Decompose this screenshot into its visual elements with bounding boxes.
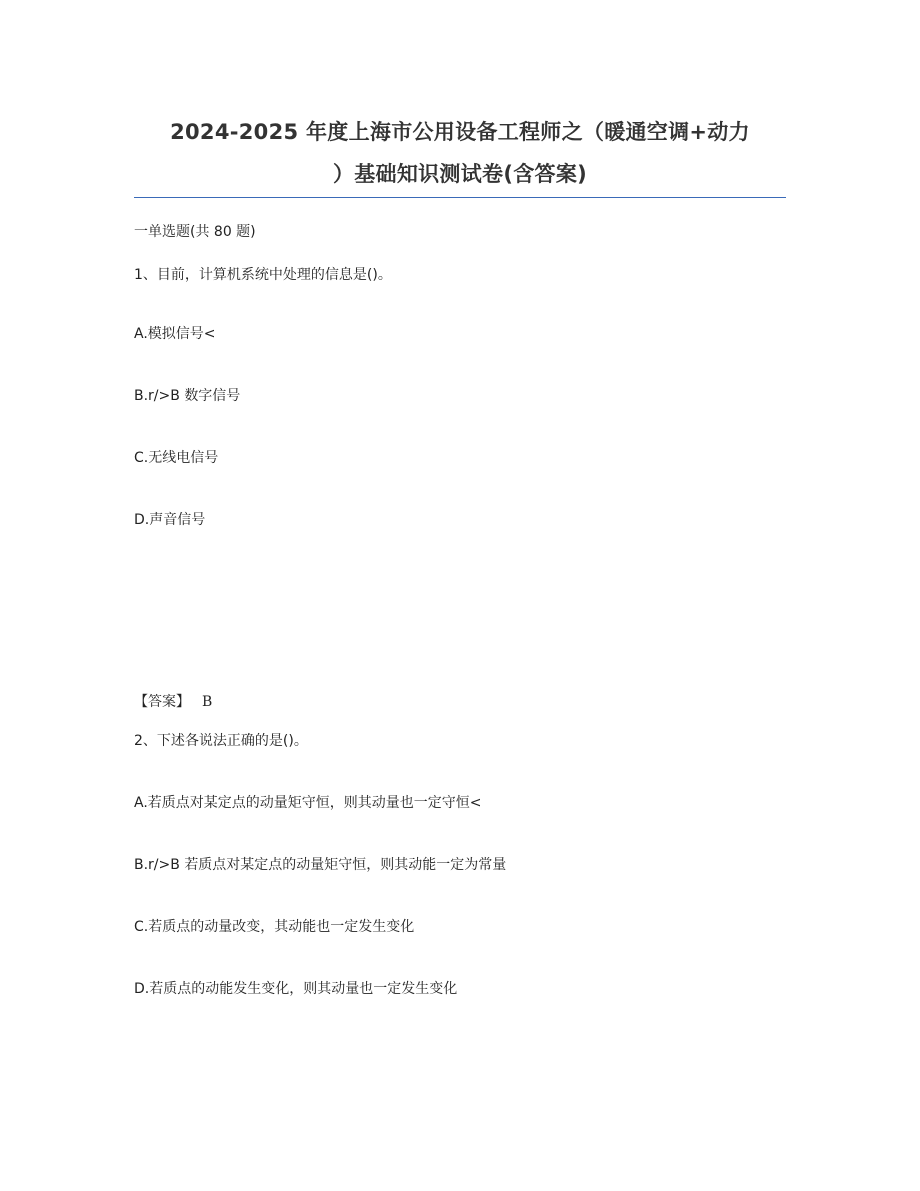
title-divider [134, 197, 786, 198]
option-d: D.声音信号 [134, 512, 206, 528]
option-c: C.若质点的动量改变，其动能也一定发生变化 [134, 919, 415, 935]
title-line-1: 2024-2025 年度上海市公用设备工程师之（暖通空调+动力 [170, 120, 750, 144]
option-a: A.若质点对某定点的动量矩守恒，则其动量也一定守恒< [134, 795, 482, 811]
title-line-2: ）基础知识测试卷(含答案) [332, 162, 588, 186]
option-b: B.r/>B 数字信号 [134, 388, 241, 404]
answer-value: B [202, 694, 213, 710]
option-a: A.模拟信号< [134, 326, 216, 342]
question-stem: 2、下述各说法正确的是()。 [134, 733, 308, 749]
answer-label: 【答案】 [134, 694, 190, 710]
section-heading: 一单选题(共 80 题) [134, 224, 256, 240]
answer-line [134, 692, 212, 712]
option-c: C.无线电信号 [134, 450, 219, 466]
option-b: B.r/>B 若质点对某定点的动量矩守恒，则其动能一定为常量 [134, 857, 507, 873]
question-stem: 1、目前，计算机系统中处理的信息是()。 [134, 267, 392, 283]
option-d: D.若质点的动能发生变化，则其动量也一定发生变化 [134, 981, 458, 997]
